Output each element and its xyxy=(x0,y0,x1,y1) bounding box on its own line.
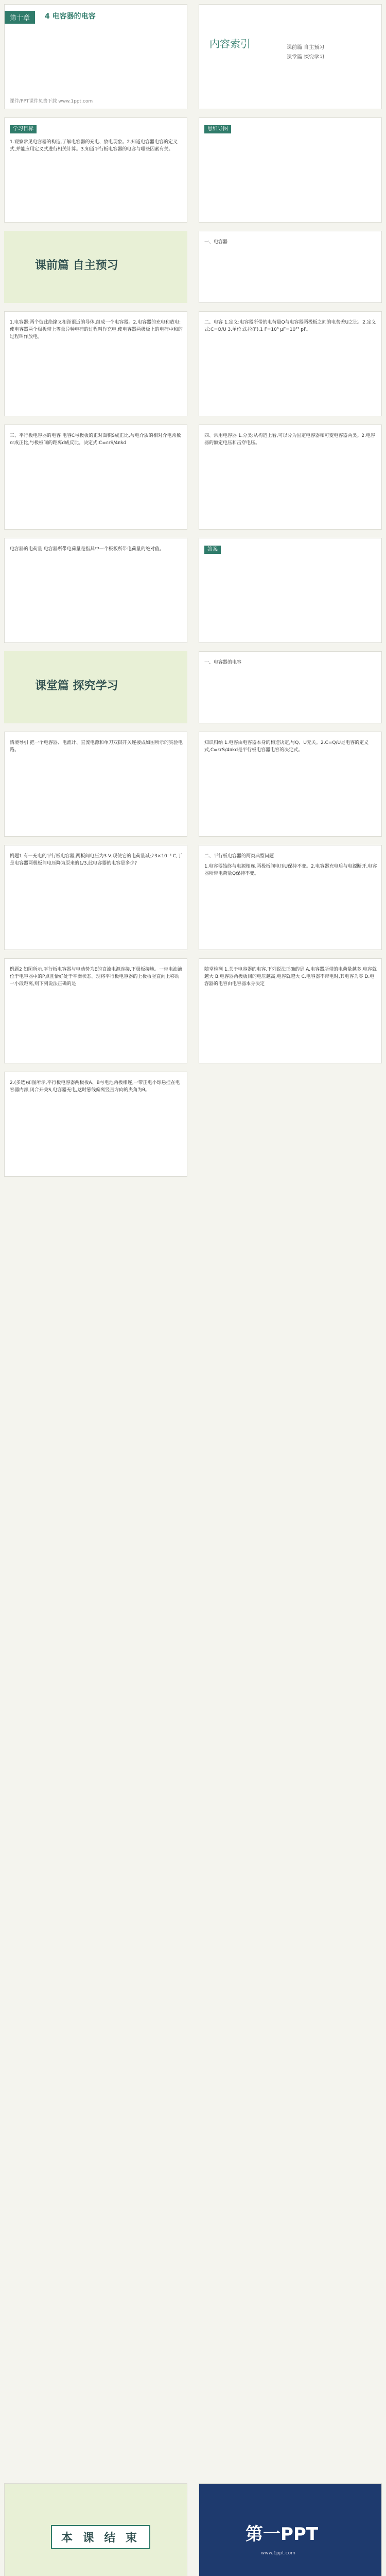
slide-toc xyxy=(199,4,382,109)
slide-goals xyxy=(4,117,187,223)
slide-end xyxy=(4,2483,187,2576)
slide-topic-1 xyxy=(199,651,382,723)
footer-site[interactable]: www.1ppt.com xyxy=(261,2551,295,2556)
s12-body: 随堂检测 1.关于电容器的电容,下列说法正确的是 A.电容器所带的电荷量越多,电容就越大 B.电容器两极板间的电压越高,电容就越大 C.电容器不带电时,其电容为零 D.电容器的电容由电容器本身决定 xyxy=(204,967,377,987)
slide-capacitance xyxy=(199,311,382,416)
s10-body: 1.电容器始终与电源相连,两极板间电压U保持不变。2.电容器充电后与电源断开,电容器所带电荷量Q保持不变。 xyxy=(204,864,377,876)
slide-charge xyxy=(4,538,187,643)
s6-body: 电容器的电荷量 电容器所带电荷量是指其中一个极板所带电荷量的绝对值。 xyxy=(10,547,164,552)
goal-label: 学习目标 xyxy=(10,125,37,133)
class-banner xyxy=(4,651,187,723)
slide-title xyxy=(4,4,187,109)
slide-knowledge xyxy=(199,732,382,837)
s2-title: 一、电容器 xyxy=(204,240,228,245)
slide-topic-2 xyxy=(199,845,382,950)
ppt-logo: 第一PPT xyxy=(245,2524,319,2545)
s11-body: 例题2 如图所示,平行板电容器与电动势为E的直流电源连接,下极板接地。一带电油滴位于电容器中的P点且恰好处于平衡状态。现将平行板电容器的上极板竖直向上移动一小段距离,则下列说法正确的是 xyxy=(10,967,182,987)
slide-capacitor-def xyxy=(4,311,187,416)
slide-situation xyxy=(4,732,187,837)
slide-common-capacitors xyxy=(199,425,382,530)
slide-quiz-1 xyxy=(199,958,382,1063)
s10-title: 二、平行板电容器的两类典型问题 xyxy=(204,854,274,859)
s8-body: 知识归纳 1.电容由电容器本身的构造决定,与Q、U无关。2.C=Q/U是电容的定义式,C=εrS/4πkd是平行板电容器电容的决定式。 xyxy=(204,740,369,753)
toc-title: 内容索引 xyxy=(209,38,251,50)
answer-label: 答案 xyxy=(204,546,221,554)
slide-footer-logo xyxy=(199,2483,382,2576)
s7-title: 一、电容器的电容 xyxy=(204,660,242,665)
brand-text: 课件/PPT课件免费下载 www.1ppt.com xyxy=(10,99,93,104)
prep-banner xyxy=(4,231,187,303)
slide-example-2 xyxy=(4,958,187,1063)
slide-mindmap xyxy=(199,117,382,223)
slide-capacitor-intro xyxy=(199,231,382,303)
s7-body: 情境导引 把一个电容器、电流计、直流电源和单刀双掷开关连接成如图所示的实验电路。 xyxy=(10,740,183,753)
toc-item-class[interactable]: 课堂篇 探究学习 xyxy=(287,55,325,60)
lesson-title: 4 电容器的电容 xyxy=(45,12,96,21)
chapter-tag: 第十章 xyxy=(5,11,35,24)
end-banner: 本 课 结 束 xyxy=(51,2525,150,2549)
s9-body: 例题1 有一充电的平行板电容器,两板间电压为3 V,现使它的电荷量减少3×10⁻⁴ C,于是电容器两极板间电压降为原来的1/3,此电容器的电容是多少? xyxy=(10,854,183,866)
slide-parallel-plate xyxy=(4,425,187,530)
slide-quiz-2 xyxy=(4,1072,187,1177)
class-banner-title: 课堂篇 探究学习 xyxy=(35,679,118,692)
goals-text: 1.观察常见电容器的构造,了解电容器的充电、放电现象。2.知道电容器电容的定义式,并能应用定义式进行相关计算。3.知道平行板电容器的电容与哪些因素有关。 xyxy=(10,140,178,152)
slide-answer-1 xyxy=(199,538,382,643)
slide-example-1 xyxy=(4,845,187,950)
s2-body: 1.电容器:两个彼此绝缘又相距很近的导体,组成一个电容器。2.电容器的充电和放电:使电容器两个极板带上等量异种电荷的过程叫作充电,使电容器两极板上的电荷中和的过程叫作放电。 xyxy=(10,320,183,340)
s4-body: 三、平行板电容器的电容 电容C与极板的正对面积S成正比,与电介质的相对介电常数εr成正比,与极板间的距离d成反比。决定式:C=εrS/4πkd xyxy=(10,433,181,446)
thinking-label: 思维导图 xyxy=(204,125,231,133)
toc-item-prep[interactable]: 课前篇 自主预习 xyxy=(287,45,325,50)
prep-banner-title: 课前篇 自主预习 xyxy=(35,259,118,272)
s13-body: 2.(多选)如图所示,平行板电容器两极板A、B与电池两极相连,一带正电小球悬挂在电容器内部,闭合开关S,电容器充电,这时悬线偏离竖直方向的夹角为θ。 xyxy=(10,1080,180,1093)
s3-body: 二、电容 1.定义:电容器所带的电荷量Q与电容器两极板之间的电势差U之比。2.定义式:C=Q/U 3.单位:法拉(F),1 F=10⁶ μF=10¹² pF。 xyxy=(204,320,376,332)
s5-body: 四、常用电容器 1.分类:从构造上看,可以分为固定电容器和可变电容器两类。2.电容器的额定电压和击穿电压。 xyxy=(204,433,375,446)
